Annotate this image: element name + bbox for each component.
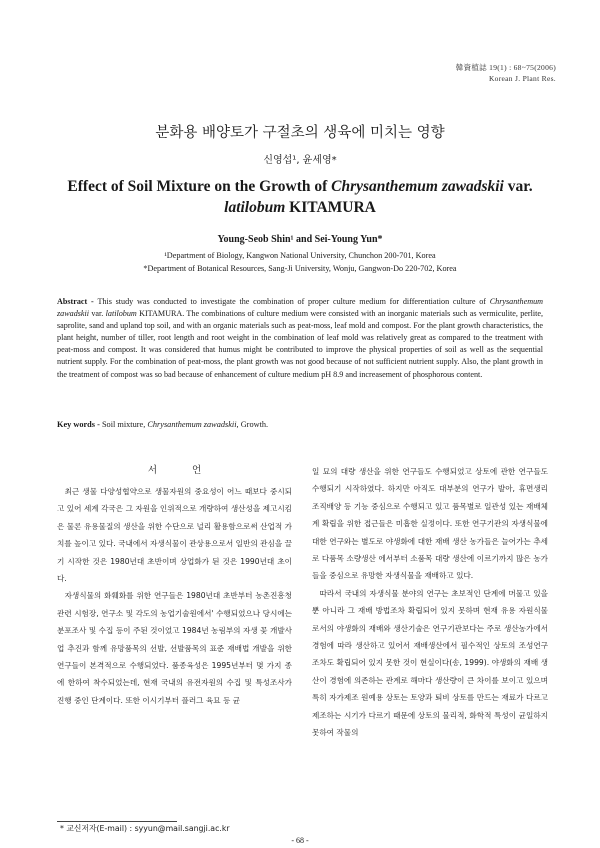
- abstract-s1: This study was conducted to investigate the combination of proper culture medium for differentiation culture of: [97, 297, 490, 306]
- authors-english: Young-Seob Shin¹ and Sei-Young Yun*: [217, 234, 383, 245]
- keywords-species: Chrysanthemum zawadskii: [147, 420, 237, 429]
- keywords: [57, 420, 543, 429]
- right-paragraph-2: 따라서 국내의 자생식물 분야의 연구는 초보적인 단계에 머물고 있을 뿐 아니라 그 재배 방법조차 확립되어 있지 못하며 현재 유용 자원식물로서의 야생화의 재배와 생산기술은 연구기관보다는 주로 생산농가에서 경험에 따라 생산하고 있어서 재배생산에서 필수적인 상토의 조성연구조차도 확립되어 있지 못한 것이 현실이다(송, 1999). 야생화의 재배 생산이 경험에 의존하는 관계로 해마다 생산량이 큰 차이를 보이고 있으며 특히 자가제조 원예용 상토는 토양과 퇴비 상토를 만드는 재료가 다르고 제조하는 시기가 다르기 때문에 상토의 물리적, 화학적 특성이 균일하지 못하여 작물의: [312, 588, 548, 738]
- title-part2: var.: [503, 178, 533, 195]
- authors-korean: 신영섭¹, 윤세영*: [263, 155, 337, 166]
- title-species: Chrysanthemum zawadskii: [331, 178, 504, 195]
- left-paragraph-1: 최근 생물 다양성협약으로 생물자원의 중요성이 어느 때보다 중시되고 있어 세계 각국은 그 자원을 인위적으로 개량하여 생산성을 제고시킴은 물론 유용물질의 생산을 위한 수단으로 널리 활용함으로써 산업적 가치를 높이고 있다. 국내에서 자생식물이 관상용으로서 일반의 관심을 끌기 시작한 것은 1980년대 초반이며 상업화가 된 것은 1990년대 초이다.: [57, 487, 292, 584]
- keywords-label: Key words -: [57, 420, 102, 429]
- title-variety: latilobum: [224, 199, 286, 216]
- abstract-variety: latilobum: [105, 309, 137, 319]
- abstract-s3: KITAMURA. The combinations of culture medium were consisted with an inorganic materials such as vermiculite, perlite, saprolite, sand and upland top soil, and with an organic materials such as peat-moss, leaf mold and compost. For the plant growth characteristics, the plant height, number of tiller, root length and root weight in the combination of leaf mold was relatively great as compared to the treatment with peat-moss and compost. It was considered that humus might be contributed to improve the physical properties of soil as well as the sequential nutrient supply. For the combination of peat-moss, the plant growth was not good because of not sufficient nutrient supply. Also, the plant growth in the treatment of compost was so bad because of enhancement of culture medium pH 8.9 and increasement of phosphorous content.: [57, 309, 543, 379]
- journal-citation: 韓資植誌 19(1) : 68~75(2006): [455, 63, 556, 72]
- affiliation-1: ¹Department of Biology, Kangwon National University, Chunchon 200-701, Korea: [164, 251, 436, 260]
- abstract: [57, 296, 543, 381]
- title-korean: 분화용 배양토가 구절초의 생육에 미치는 영향: [155, 125, 445, 141]
- left-column: [57, 483, 292, 709]
- left-paragraph-2: 자생식물의 화훼화를 위한 연구들은 1980년대 초반부터 농촌진흥청 관련 시험장, 연구소 및 각도의 농업기술원에서' 수행되었으나 당시에는 분포조사 및 수집 등이 주된 것이었고 1984년 농림부의 자생 꽃 개발사업 추진과 함께 유망품목의 선발, 선발품목의 표준 재배법 개발을 위한 연구들이 본격적으로 수행되었다. 품종육성은 1995년부터 몇 가지 종에 한하여 착수되었는데, 현재 국내의 유전자원의 수집 및 특성조사가 진행 중인 단계이다. 또한 이시기부터 플러그 육묘 등 균: [57, 591, 292, 705]
- keywords-t1: Soil mixture,: [101, 420, 148, 429]
- title-english: [60, 176, 540, 218]
- section-title-introduction: 서 언: [147, 465, 218, 476]
- title-part1: Effect of Soil Mixture on the Growth of: [67, 178, 332, 195]
- keywords-t2: , Growth.: [236, 420, 269, 429]
- affiliation-2: *Department of Botanical Resources, Sang-Ji University, Wonju, Gangwon-Do 220-702, Korea: [143, 264, 457, 273]
- abstract-s2: var.: [89, 309, 106, 319]
- right-column: [312, 463, 548, 742]
- abstract-species: Chrysanthemum zawadskii: [57, 297, 543, 319]
- abstract-label: Abstract -: [57, 297, 98, 306]
- journal-name: Korean J. Plant Res.: [488, 74, 556, 83]
- right-paragraph-1: 일 묘의 대량 생산을 위한 연구들도 수행되었고 상토에 관한 연구들도 수행되기 시작하였다. 하지만 아직도 대부분의 연구가 발아, 휴면생리 조직배양 등 기능 중심으로 수행되고 있고 품목별로 일관성 있는 재배체계 확립을 위한 접근들은 미흡한 실정이다. 또한 연구기관의 자생식물에 대한 연구와는 별도로 야생화에 대한 재배 생산 농가들은 늘어가는 추세로 다품목 소량생산 에서부터 소품목 대량 생산에 이르기까지 많은 농가들을 중심으로 유망한 자생식물을 재배하고 있다.: [312, 467, 548, 581]
- footnote-corresponding-author: * 교신저자(E-mail) : syyun@mail.sangji.ac.kr: [60, 824, 230, 833]
- page-number: - 68 -: [291, 836, 309, 845]
- footnote-rule: [57, 821, 177, 822]
- title-authority: KITAMURA: [285, 199, 376, 216]
- journal-header: [456, 62, 556, 84]
